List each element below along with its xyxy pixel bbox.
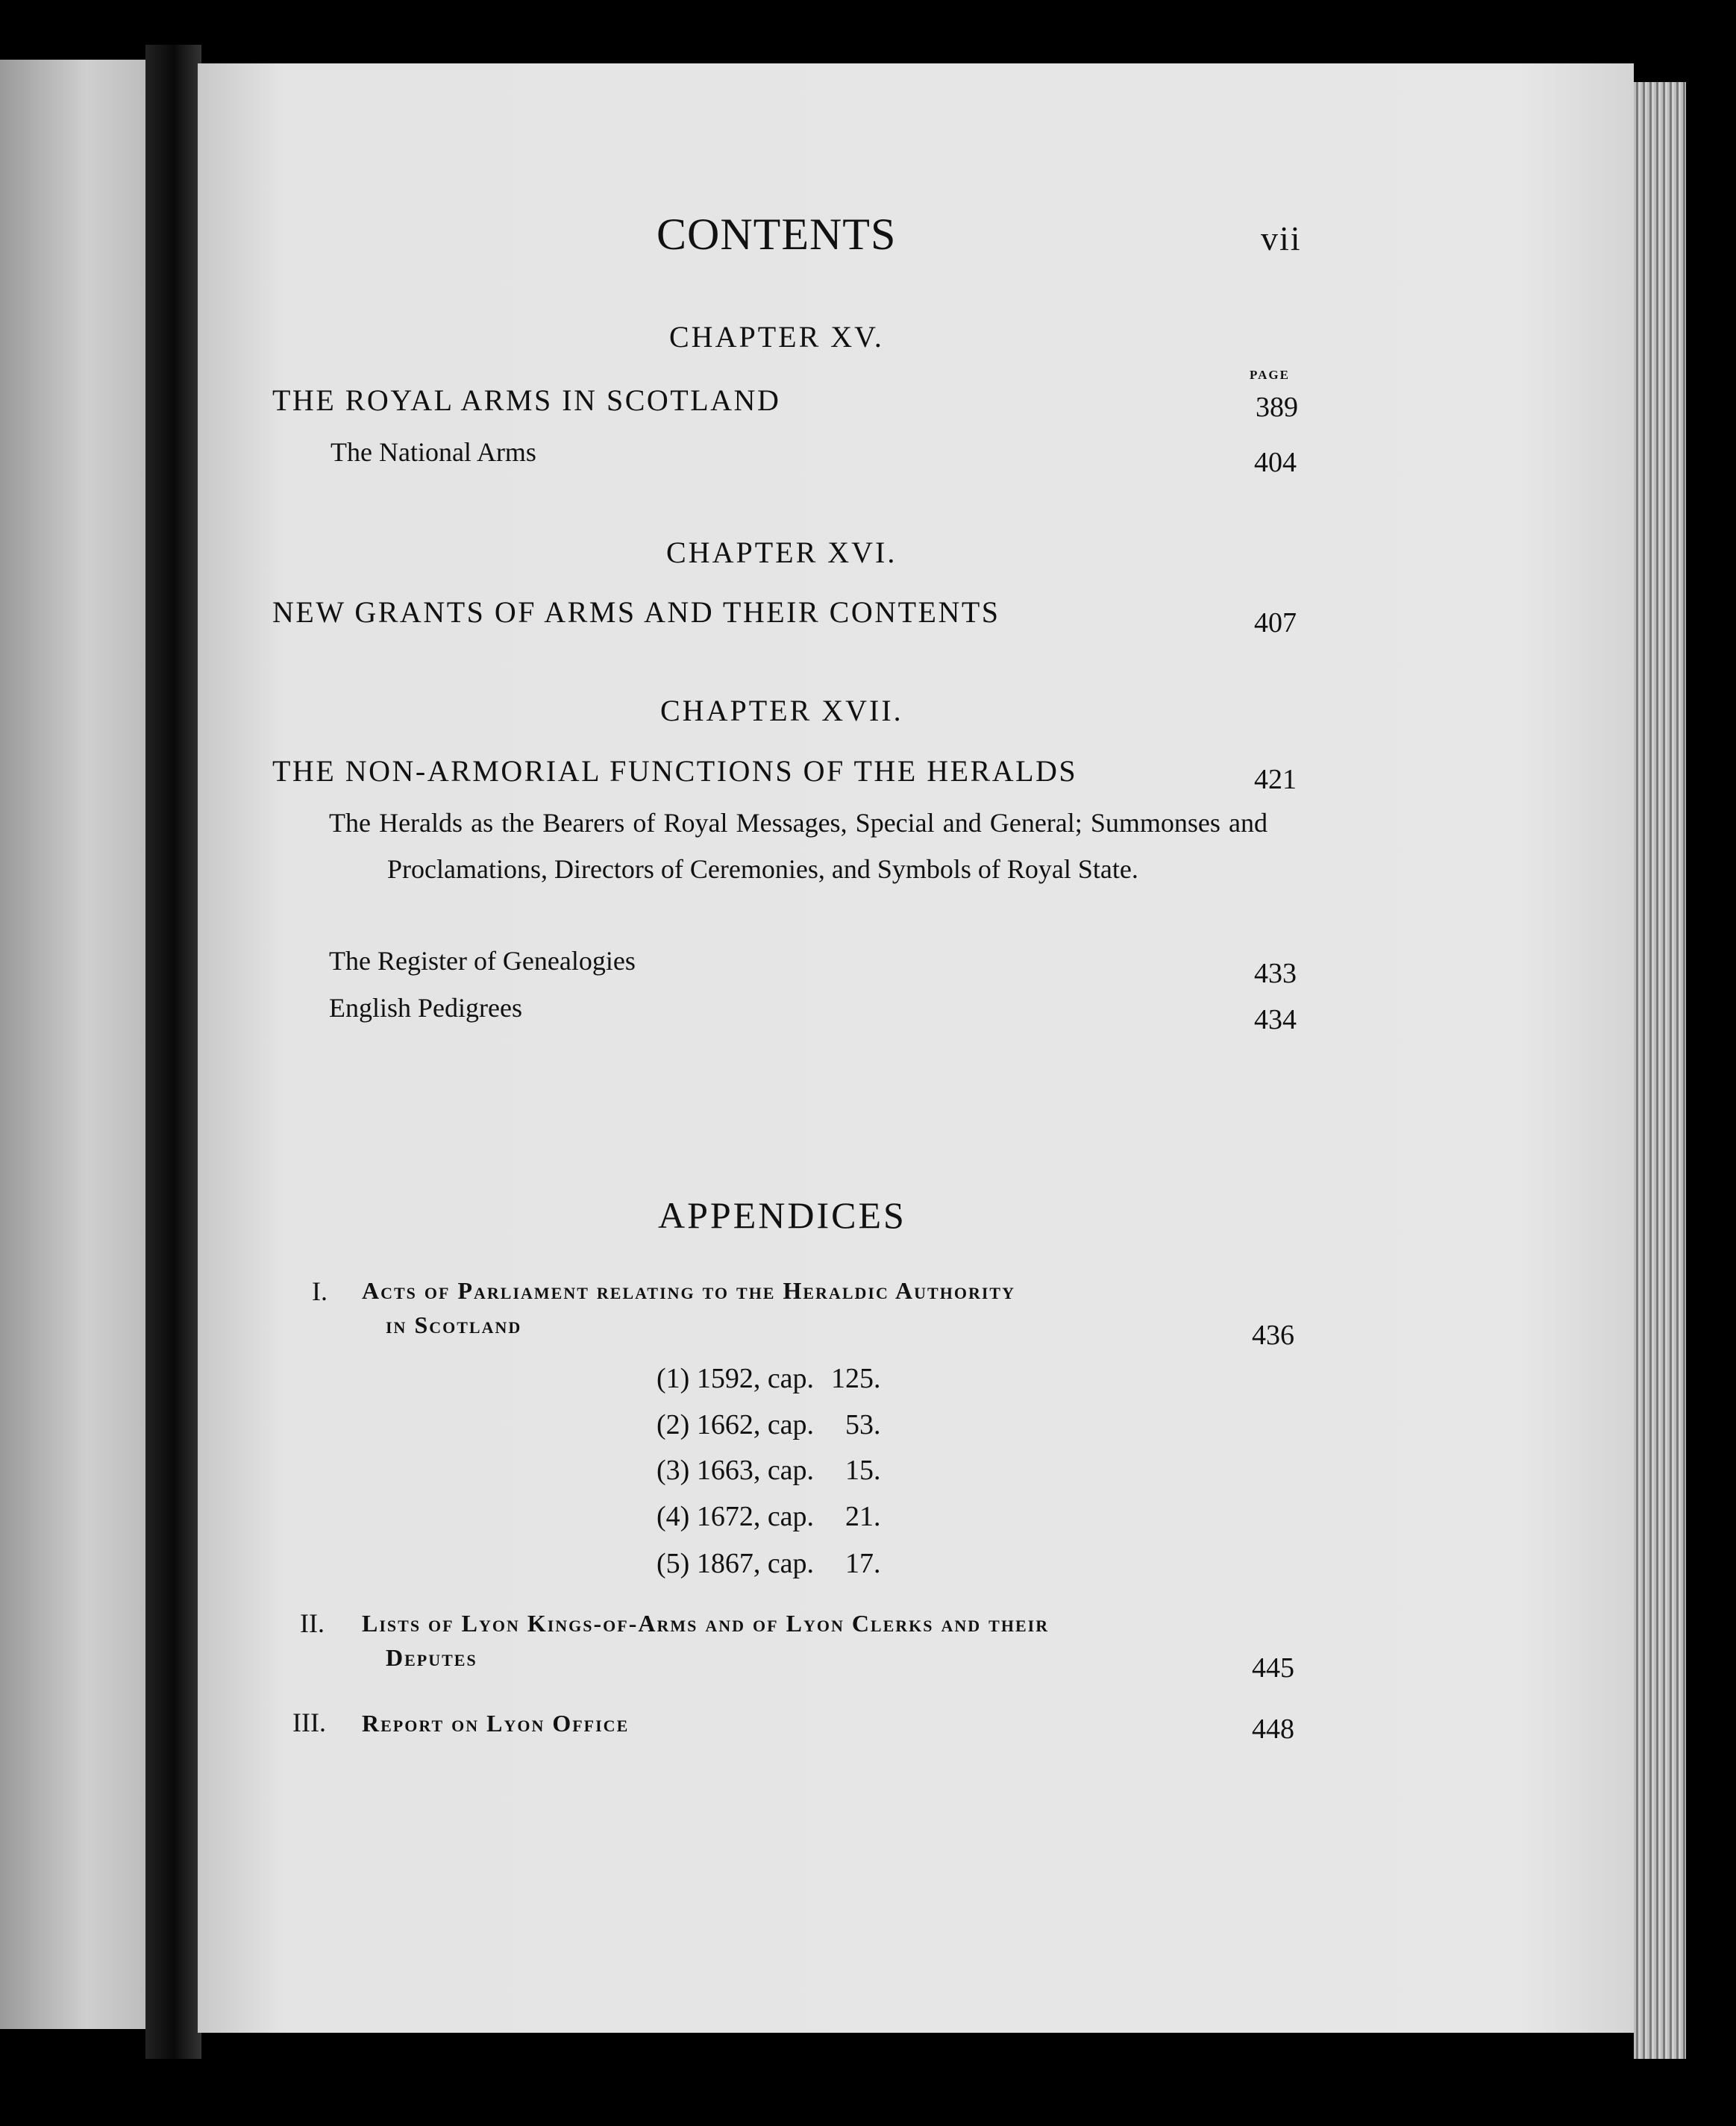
page-number: 421 bbox=[1254, 764, 1297, 795]
act-cap: cap. bbox=[767, 1501, 815, 1532]
act-year: 1662, bbox=[696, 1409, 761, 1440]
act-year: 1672, bbox=[696, 1501, 761, 1532]
chapter-title: NEW GRANTS OF ARMS AND THEIR CONTENTS bbox=[272, 595, 1000, 629]
running-title: CONTENTS bbox=[657, 210, 897, 259]
act-entry bbox=[657, 1362, 881, 1395]
left-page-edge bbox=[0, 60, 145, 2029]
page-number: 389 bbox=[1256, 392, 1298, 423]
act-year: 1867, bbox=[696, 1548, 761, 1579]
toc-subentry: English Pedigrees bbox=[329, 993, 522, 1023]
act-entry bbox=[657, 1500, 881, 1533]
page-number: 407 bbox=[1254, 607, 1297, 639]
appendices-heading: APPENDICES bbox=[658, 1194, 906, 1236]
page-number: 433 bbox=[1254, 958, 1297, 989]
chapter-heading: CHAPTER XVII. bbox=[660, 694, 903, 727]
toc-subentry: The Register of Genealogies bbox=[329, 946, 636, 976]
chapter-title: THE ROYAL ARMS IN SCOTLAND bbox=[272, 383, 781, 417]
appendix-numeral: II. bbox=[300, 1608, 325, 1638]
document-page bbox=[198, 63, 1634, 2033]
appendix-title: Acts of Parliament relating to the Heraldic Authority bbox=[362, 1277, 1015, 1304]
act-index: (2) bbox=[657, 1409, 690, 1440]
page-column-label: PAGE bbox=[1250, 368, 1290, 382]
appendix-title: Lists of Lyon Kings-of-Arms and of Lyon Clerks and their bbox=[362, 1610, 1050, 1637]
page-number: 448 bbox=[1252, 1713, 1294, 1745]
act-number: 17. bbox=[845, 1548, 881, 1579]
act-number: 15. bbox=[845, 1455, 881, 1486]
appendix-numeral: I. bbox=[312, 1276, 328, 1306]
act-entry bbox=[657, 1454, 881, 1487]
toc-subentry: The National Arms bbox=[330, 437, 536, 467]
act-cap: cap. bbox=[767, 1455, 815, 1486]
act-cap: cap. bbox=[767, 1548, 815, 1579]
act-number: 53. bbox=[845, 1409, 881, 1440]
page-stack-edge bbox=[1634, 82, 1686, 2059]
act-cap: cap. bbox=[767, 1409, 815, 1440]
act-index: (5) bbox=[657, 1548, 690, 1579]
folio-number: vii bbox=[1261, 219, 1302, 257]
page-number: 404 bbox=[1254, 447, 1297, 478]
appendix-title: Report on Lyon Office bbox=[362, 1710, 630, 1737]
act-year: 1663, bbox=[696, 1455, 761, 1486]
act-index: (3) bbox=[657, 1455, 690, 1486]
chapter-heading: CHAPTER XV. bbox=[669, 320, 884, 354]
chapter-heading: CHAPTER XVI. bbox=[666, 536, 897, 569]
appendix-title-continued: Deputes bbox=[386, 1644, 477, 1671]
act-entry bbox=[657, 1547, 881, 1580]
appendix-title-continued: in Scotland bbox=[386, 1311, 522, 1338]
act-number: 125. bbox=[831, 1363, 881, 1394]
act-year: 1592, bbox=[696, 1363, 761, 1394]
act-entry bbox=[657, 1408, 881, 1441]
chapter-title: THE NON-ARMORIAL FUNCTIONS OF THE HERALDS bbox=[272, 754, 1078, 788]
act-cap: cap. bbox=[767, 1363, 815, 1394]
page-number: 434 bbox=[1254, 1004, 1297, 1035]
book-spine bbox=[145, 45, 201, 2059]
act-index: (1) bbox=[657, 1363, 690, 1394]
act-index: (4) bbox=[657, 1501, 690, 1532]
chapter-description: The Heralds as the Bearers of Royal Messages, Special and General; Summonses and Proclamations, Directors of Ceremonies, and Symbols of Royal State. bbox=[329, 808, 1267, 884]
page-number: 436 bbox=[1252, 1320, 1294, 1351]
page-number: 445 bbox=[1252, 1652, 1294, 1684]
appendix-numeral: III. bbox=[292, 1708, 326, 1737]
act-number: 21. bbox=[845, 1501, 881, 1532]
